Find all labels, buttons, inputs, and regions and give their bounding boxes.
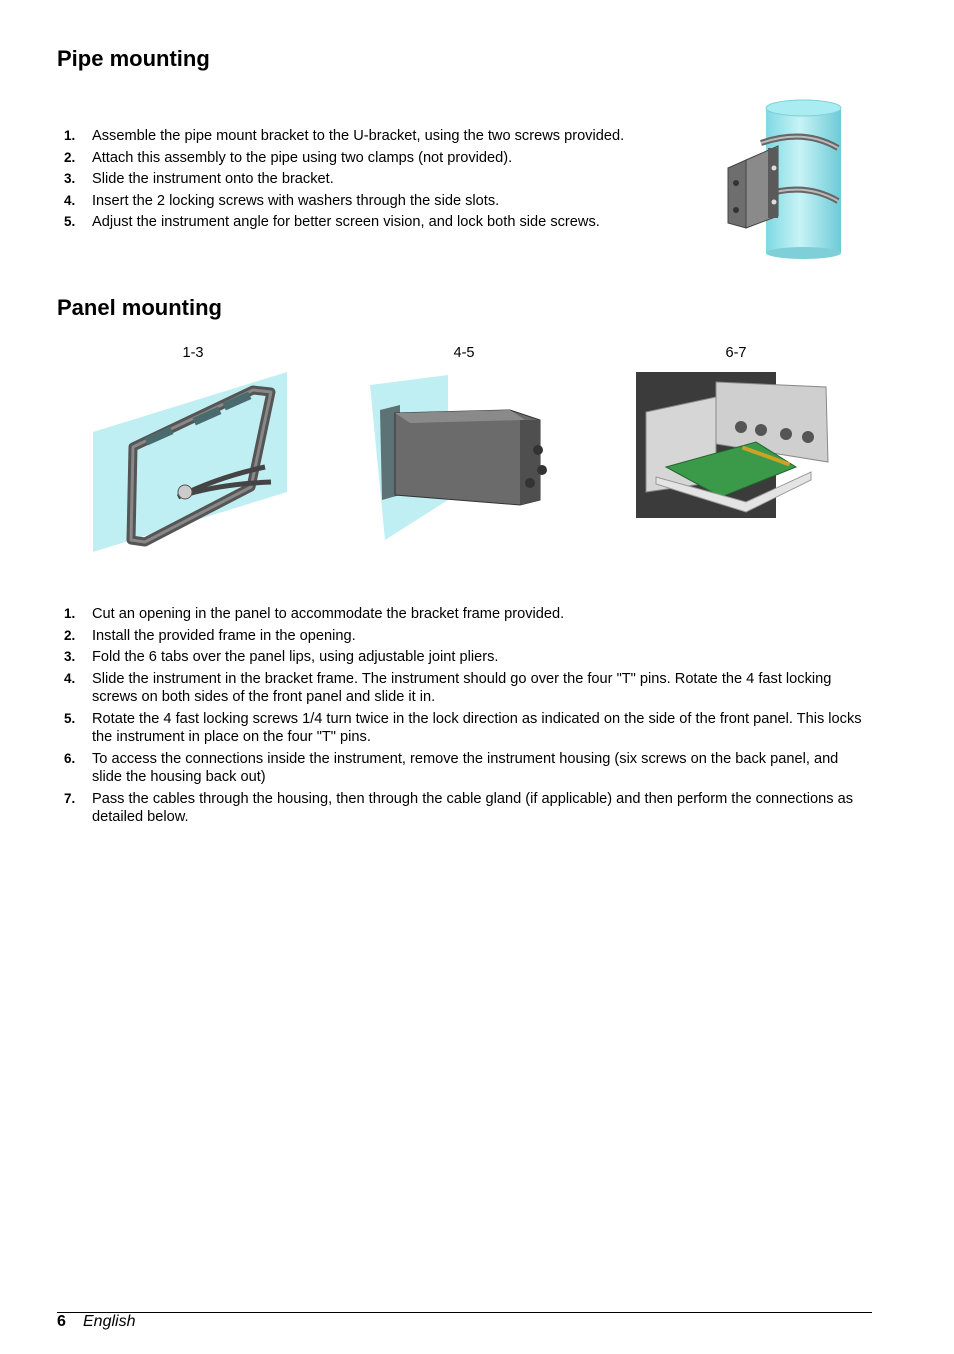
list-item: 2. Attach this assembly to the pipe using two clamps (not provided). <box>64 149 513 166</box>
pipe-mounting-heading: Pipe mounting <box>57 46 210 71</box>
list-item: 3. Slide the instrument onto the bracket. <box>64 171 334 187</box>
list-item: 4. Insert the 2 locking screws with washers through the side slots. <box>64 192 500 209</box>
bracket-frame-illustration <box>93 372 287 552</box>
list-item: 5. Rotate the 4 fast locking screws 1/4 turn twice in the lock direction as indicated on the side of the front panel. This locks the instrument in place on the four "T" pins. <box>64 710 862 745</box>
footer-language: English <box>83 1313 136 1330</box>
panel-steps-list <box>57 605 867 830</box>
list-item: 5. Adjust the instrument angle for better screen vision, and lock both side screws. <box>64 214 600 230</box>
panel-mounting-heading: Panel mounting <box>57 295 222 320</box>
figure-label-4-5: 4-5 <box>453 345 475 361</box>
pipe-mount-illustration <box>716 98 856 263</box>
footer-divider <box>57 1312 872 1313</box>
list-item: 7. Pass the cables through the housing, then through the cable gland (if applicable) and then perform the connections as detailed below. <box>64 790 853 825</box>
instrument-in-panel-illustration <box>370 375 555 543</box>
figure-label-6-7: 6-7 <box>725 345 747 361</box>
list-item: 1. Assemble the pipe mount bracket to the U-bracket, using the two screws provided. <box>64 128 625 144</box>
list-item: 4. Slide the instrument in the bracket frame. The instrument should go over the four "T" pins. Rotate the 4 fast locking screws on both sides of the front panel and slide it in. <box>64 670 832 705</box>
list-item: 3. Fold the 6 tabs over the panel lips, using adjustable joint pliers. <box>64 649 499 665</box>
list-item: 6. To access the connections inside the instrument, remove the instrument housing (six screws on the back panel, and slide the housing back out) <box>64 750 839 785</box>
list-item: 2. Install the provided frame in the opening. <box>64 627 356 644</box>
figure-label-1-3: 1-3 <box>182 345 204 361</box>
instrument-connections-illustration <box>636 372 831 518</box>
list-item: 1. Cut an opening in the panel to accommodate the bracket frame provided. <box>64 606 565 622</box>
page-number: 6 <box>57 1313 66 1330</box>
pipe-steps-list <box>57 127 697 235</box>
